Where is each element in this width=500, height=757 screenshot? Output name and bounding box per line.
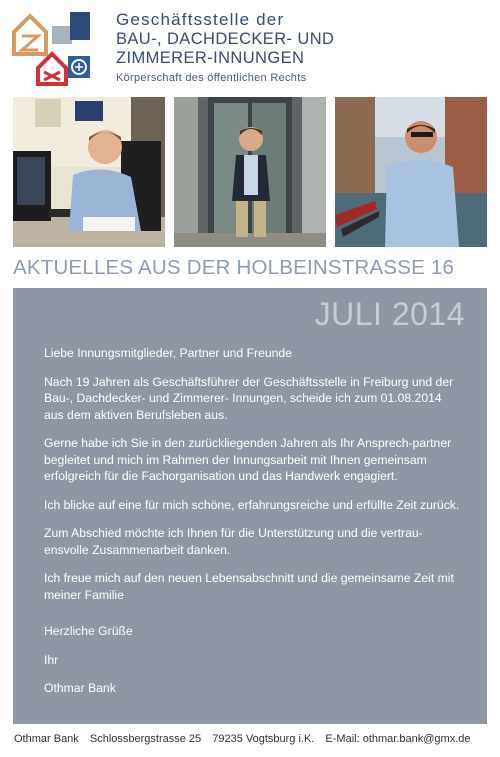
footer-name: Othmar Bank: [14, 733, 79, 745]
letter-signature: Othmar Bank: [44, 681, 116, 695]
letter-body: [44, 345, 462, 697]
letter-paragraph-2: Gerne habe ich Sie in den zurückliegenden Jahren als Ihr Ansprech-partner begleitet und mich im Rahmen der Innungsarbeit mit Ihnen gemeinsam erfolgreich für die Fachorganisation und das Handwerk engagiert.: [44, 436, 452, 483]
photo-canal: [335, 97, 487, 247]
letter-closing-2: Ihr: [44, 652, 59, 667]
letter-greeting: Liebe Innungsmitglieder, Partner und Freunde: [44, 346, 292, 360]
letter-paragraph-1: Nach 19 Jahren als Geschäftsführer der Geschäftsstelle in Freiburg und der Bau-, Dachdecker- und Zimmerer- Innungen, scheide ich zum 01.08.2014 aus dem aktiven Berufsleben aus.: [44, 374, 454, 422]
footer-street: Schlossbergstrasse 25: [89, 733, 202, 745]
letter-panel: [13, 288, 487, 724]
org-line-2: BAU-, DACHDECKER- UND: [116, 30, 335, 48]
photo-office: [13, 97, 165, 247]
org-subtitle: Körperschaft des öffentlichen Rechts: [116, 72, 307, 84]
issue-date: JULI 2014: [314, 296, 465, 332]
footer-city: 79235 Vogtsburg i.K.: [212, 733, 315, 745]
letter-paragraph-5: Ich freue mich auf den neuen Lebensabschnitt und die gemeinsame Zeit mit meiner Familie: [44, 571, 454, 602]
org-line-3: ZIMMERER-INNUNGEN: [116, 49, 305, 67]
organization-name: [116, 10, 334, 87]
letterhead: [0, 0, 500, 92]
letter-paragraph-4: Zum Abschied möchte ich Ihnen für die Unterstützung und die vertrau-ensvolle Zusammenarbeit danken.: [44, 526, 423, 557]
guild-logo-icon: [12, 10, 92, 86]
letter-closing: Herzliche Grüße: [44, 624, 133, 638]
contact-footer: [14, 733, 494, 745]
page-headline: AKTUELLES AUS DER HOLBEINSTRASSE 16: [13, 256, 455, 279]
org-line-1: Geschäftsstelle der: [116, 10, 285, 29]
footer-email[interactable]: E-Mail: othmar.bank@gmx.de: [325, 733, 471, 745]
letter-paragraph-3: Ich blicke auf eine für mich schöne, erfahrungsreiche und erfüllte Zeit zurück.: [44, 497, 460, 512]
photo-strip: [13, 97, 487, 247]
photo-entrance: [174, 97, 326, 247]
